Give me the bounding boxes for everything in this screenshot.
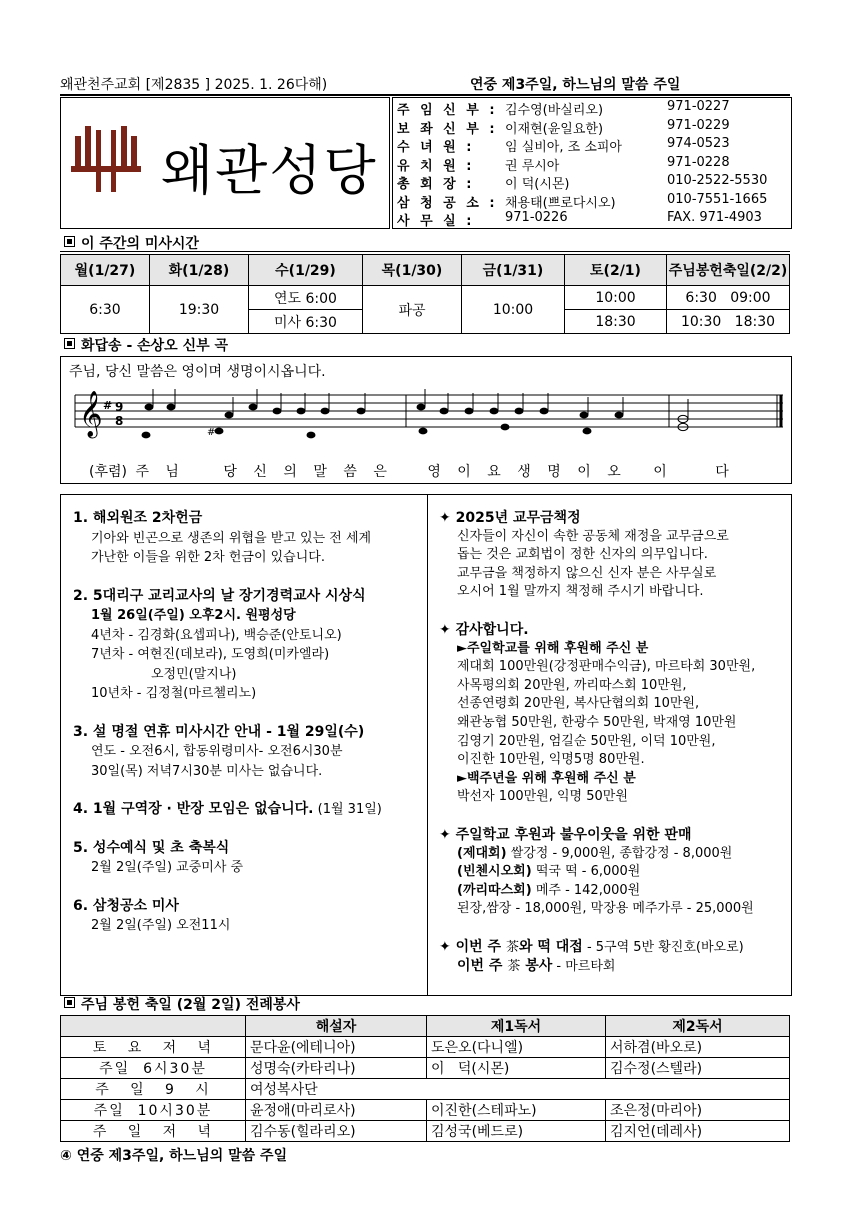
duty-label: ✦ 이번 주	[439, 938, 506, 955]
staff-phone: 971-0229	[667, 117, 730, 133]
staff-role: 주 임 신 부 :	[397, 103, 498, 118]
svg-text:#: #	[207, 427, 216, 438]
mass-header-row	[61, 255, 790, 286]
notice-subtitle: ►백주년을 위해 후원해 주신 분	[457, 770, 636, 786]
sale-group: (빈첸시오회)	[457, 864, 532, 880]
hymn-section-title: 화답송 - 손상오 신부 곡	[64, 335, 228, 353]
svg-text:#: #	[103, 399, 113, 412]
lyric-syllable: 씀	[343, 464, 357, 480]
notice-title: 2. 5대리구 교리교사의 날 장기경력교사 시상식	[73, 587, 366, 604]
mass-time: 10:00	[462, 286, 565, 334]
staff-phone: 974-0523	[667, 136, 730, 151]
svg-text:9: 9	[115, 400, 124, 414]
section-rule	[60, 251, 790, 252]
duty-label: 이번 주	[457, 958, 508, 975]
notice-title: 4. 1월 구역장 · 반장 모임은 없습니다.	[73, 801, 314, 817]
notice-line: 30일(목) 저녁7시30분 미사는 없습니다.	[91, 763, 323, 779]
duty-cell: 문다윤(에테니아)	[246, 1037, 427, 1058]
svg-text:8: 8	[115, 414, 124, 428]
duty-cell: 조은정(마리아)	[606, 1100, 790, 1121]
lyric-syllable: 은	[373, 464, 387, 480]
staff-role: 보 좌 신 부 :	[397, 121, 498, 137]
lyric-syllable: 이	[457, 464, 471, 480]
table-row	[61, 1058, 790, 1079]
notices-left-column	[73, 509, 382, 936]
mass-time: 연도 6:00	[249, 286, 363, 310]
notice-line: 연도 - 오전6시, 합동위령미사- 오전6시30분	[91, 744, 343, 759]
sale-group: (까리따스회)	[457, 882, 532, 898]
hymn-refrain-text: 주님, 당신 말씀은 영이며 생명이시옵니다.	[69, 364, 326, 380]
lyric-syllable: 이	[577, 464, 591, 480]
staff-role: 삼 청 공 소 :	[397, 195, 498, 211]
liturgy-duty-table	[60, 1015, 790, 1142]
notice-line: 왜관농협 50만원, 한광수 50만원, 박재영 10만원	[457, 714, 737, 730]
bulletin-header	[60, 74, 790, 94]
duty-cell: 김지언(데레사)	[606, 1121, 790, 1142]
duty-label: 봉사	[520, 958, 553, 975]
mass-time: 미사 6:30	[249, 310, 363, 334]
sale-item: 메주 - 142,000원	[531, 882, 641, 898]
duty-cell: 김성국(베드로)	[427, 1121, 606, 1142]
lyric-syllable: 명	[547, 464, 561, 480]
staff-phone: 971-0227	[667, 99, 730, 114]
table-row	[61, 1037, 790, 1058]
bulletin-issue: 왜관천주교회 [제2835 ] 2025. 1. 26다해)	[60, 77, 328, 93]
duty-time: 주일 10시30분	[61, 1100, 246, 1121]
mass-time: 10:00	[565, 286, 667, 310]
svg-text:𝄞: 𝄞	[79, 391, 103, 437]
sale-item: 된장,쌈장 - 18,000원, 막장용 메주가루 - 25,000원	[457, 901, 754, 917]
notice-line: 4년차 - 김경화(요셉피나), 백승준(안토니오)	[91, 627, 342, 643]
notices-box	[60, 494, 792, 996]
day-header: 수(1/29)	[249, 255, 363, 286]
day-header: 월(1/27)	[61, 255, 150, 286]
notice-subtitle: ►주일학교를 위해 후원해 주신 분	[457, 640, 649, 656]
tea-glyph-icon: 茶	[507, 959, 521, 975]
mass-time: 6:30 09:00	[667, 286, 790, 310]
notice-title: 3. 설 명절 연휴 미사시간 안내 - 1월 29일(수)	[73, 723, 365, 740]
notice-line: 돕는 것은 교회법이 정한 신자의 의무입니다.	[457, 547, 708, 563]
column-divider	[427, 495, 428, 995]
lyric-syllable: 당	[223, 464, 237, 480]
lyric-syllable: 다	[715, 464, 729, 480]
notices-right-column	[439, 509, 755, 977]
notice-line: 김영기 20만원, 엄길순 50만원, 이덕 10만원,	[457, 733, 716, 749]
staff-role: 유 치 원 :	[397, 158, 475, 174]
lyric-syllable: 오	[607, 464, 621, 480]
lyric-syllable: 말	[313, 464, 327, 480]
logo-text: 왜관성당	[161, 139, 378, 202]
table-row	[61, 1100, 790, 1121]
hymn-box	[60, 356, 792, 484]
lyric-syllable: (후렴)	[89, 464, 127, 480]
duty-cell: 김수동(힐라리오)	[246, 1121, 427, 1142]
staff-name: 권 루시아	[505, 158, 560, 174]
staff-role: 사 무 실 :	[397, 214, 475, 229]
logo-box	[60, 97, 390, 229]
day-header: 주님봉헌축일(2/2)	[667, 255, 790, 286]
duty-cell: 윤정애(마리로사)	[246, 1100, 427, 1121]
duty-cell: 성명숙(카타리나)	[246, 1058, 427, 1079]
bulletin-sunday-title: 연중 제3주일, 하느님의 말씀 주일	[470, 77, 681, 93]
staff-name: 임 실비아, 조 소피아	[505, 140, 622, 155]
notice-title: 1. 해외원조 2차헌금	[73, 510, 203, 526]
notice-line: 2월 2일(주일) 오전11시	[91, 918, 231, 933]
staff-phone: 971-0228	[667, 154, 730, 170]
duty-header-row	[61, 1016, 790, 1037]
duty-cell: 김수정(스텔라)	[606, 1058, 790, 1079]
mass-section-title: 이 주간의 미사시간	[64, 233, 199, 251]
duty-header: 해설자	[246, 1016, 427, 1037]
duty-time: 주 일 9 시	[61, 1079, 246, 1100]
staff-phone: 010-7551-1665	[667, 191, 768, 207]
mass-time: 10:30 18:30	[667, 310, 790, 334]
duty-time: 주일 6시30분	[61, 1058, 246, 1079]
mass-time: 19:30	[150, 286, 249, 334]
hymn-lyrics	[89, 461, 729, 481]
liturgy-section-title: 주님 봉헌 축일 (2월 2일) 전례봉사	[64, 994, 300, 1012]
notice-title: ✦ 감사합니다.	[439, 621, 529, 638]
notice-line: 10년차 - 김정철(마르첼리노)	[91, 686, 257, 701]
notice-title: 6. 삼청공소 미사	[73, 897, 179, 914]
notice-line: 7년차 - 여현진(데보라), 도영희(미카엘라)	[91, 647, 330, 662]
notice-line: 신자들이 자신이 속한 공동체 재정을 교무금으로	[457, 528, 729, 544]
duty-header: 제2독서	[606, 1016, 790, 1037]
lyric-syllable: 생	[517, 464, 531, 480]
lyric-syllable: 신	[253, 464, 267, 480]
notice-line: 2월 2일(주일) 교중미사 중	[91, 860, 244, 875]
day-header: 금(1/31)	[462, 255, 565, 286]
square-bullet-icon	[64, 338, 75, 349]
lyric-syllable: 요	[487, 464, 501, 480]
notice-line: 오시어 1월 말까지 책정해 주시기 바랍니다.	[457, 584, 704, 600]
lyric-syllable: 님	[165, 464, 179, 480]
mass-time: 6:30	[61, 286, 150, 334]
table-row	[61, 1121, 790, 1142]
duty-cell: 여성복사단	[246, 1079, 790, 1100]
notice-line: 박선자 100만원, 익명 50만원	[457, 789, 628, 805]
lyric-syllable: 의	[283, 464, 297, 480]
table-row	[61, 1079, 790, 1100]
notice-line: 가난한 이들을 위한 2차 헌금이 있습니다.	[91, 550, 325, 565]
square-bullet-icon	[64, 236, 75, 247]
notice-line: 선종연령회 20만원, 복사단협의회 10만원,	[457, 696, 700, 712]
header-rule	[60, 94, 790, 96]
duty-header: 제1독서	[427, 1016, 606, 1037]
staff-name: 이재현(윤일요한)	[505, 121, 604, 137]
notice-line: 사목평의회 20만원, 까리따스회 10만원,	[457, 677, 687, 693]
mass-time: 파공	[363, 286, 462, 334]
music-staff	[71, 385, 786, 455]
duty-value: - 5구역 5반 황진호(바오로)	[582, 939, 744, 955]
duty-cell: 이 덕(시몬)	[427, 1058, 606, 1079]
duty-header	[61, 1016, 246, 1037]
mass-schedule-table	[60, 254, 790, 334]
notice-date: (1월 31일)	[317, 802, 382, 817]
duty-cell: 이진한(스테파노)	[427, 1100, 606, 1121]
notice-line: 기아와 빈곤으로 생존의 위협을 받고 있는 전 세계	[91, 530, 372, 546]
duty-time: 토 요 저 녁	[61, 1037, 246, 1058]
staff-phone: 010-2522-5530	[667, 173, 768, 188]
staff-name: 이 덕(시몬)	[505, 177, 570, 192]
staff-role: 총 회 장 :	[397, 177, 475, 192]
notice-title: ✦ 주일학교 후원과 불우이웃을 위한 판매	[439, 826, 692, 843]
sale-group: (제대회)	[457, 845, 507, 861]
lyric-syllable: 이	[653, 464, 667, 480]
day-header: 목(1/30)	[363, 255, 462, 286]
notice-line: 제대회 100만원(강정판매수익금), 마르타회 30만원,	[457, 659, 756, 675]
lyric-syllable: 영	[427, 464, 441, 480]
square-bullet-icon	[64, 997, 75, 1008]
mass-time: 18:30	[565, 310, 667, 334]
staff-name: 김수영(바실리오)	[505, 103, 604, 118]
mass-time-row	[61, 286, 790, 310]
lyric-syllable: 주	[135, 464, 149, 480]
day-header: 토(2/1)	[565, 255, 667, 286]
staff-phone: FAX. 971-4903	[667, 210, 762, 225]
staff-name: 971-0226	[505, 210, 568, 225]
tea-glyph-icon: 茶	[505, 939, 519, 955]
notice-line: 1월 26일(주일) 오후2시. 원평성당	[91, 608, 296, 623]
sale-item: 쌀강정 - 9,000원, 종합강정 - 8,000원	[506, 845, 733, 861]
notice-line: 이진한 10만원, 익명5명 80만원.	[457, 752, 645, 768]
sale-item: 떡국 떡 - 6,000원	[531, 864, 641, 880]
duty-cell: 도은오(다니엘)	[427, 1037, 606, 1058]
notice-line: 교무금을 책정하지 않으신 신자 분은 사무실로	[457, 565, 717, 581]
staff-role: 수 녀 원 :	[397, 140, 475, 155]
notice-title: 5. 성수예식 및 초 축복식	[73, 839, 230, 856]
duty-cell: 서하겸(바오로)	[606, 1037, 790, 1058]
church-logo-icon	[71, 126, 141, 192]
day-header: 화(1/28)	[150, 255, 249, 286]
duty-label: 와 떡 대접	[518, 938, 583, 955]
notice-title: ✦ 2025년 교무금책정	[439, 510, 581, 526]
page-footer: ④ 연중 제3주일, 하느님의 말씀 주일	[60, 1148, 288, 1164]
duty-value: - 마르타회	[552, 959, 616, 975]
duty-time: 주 일 저 녁	[61, 1121, 246, 1142]
notice-line: 오정민(말지나)	[151, 666, 237, 682]
staff-name: 채용태(쁘로다시오)	[505, 195, 616, 211]
staff-directory	[392, 97, 792, 229]
